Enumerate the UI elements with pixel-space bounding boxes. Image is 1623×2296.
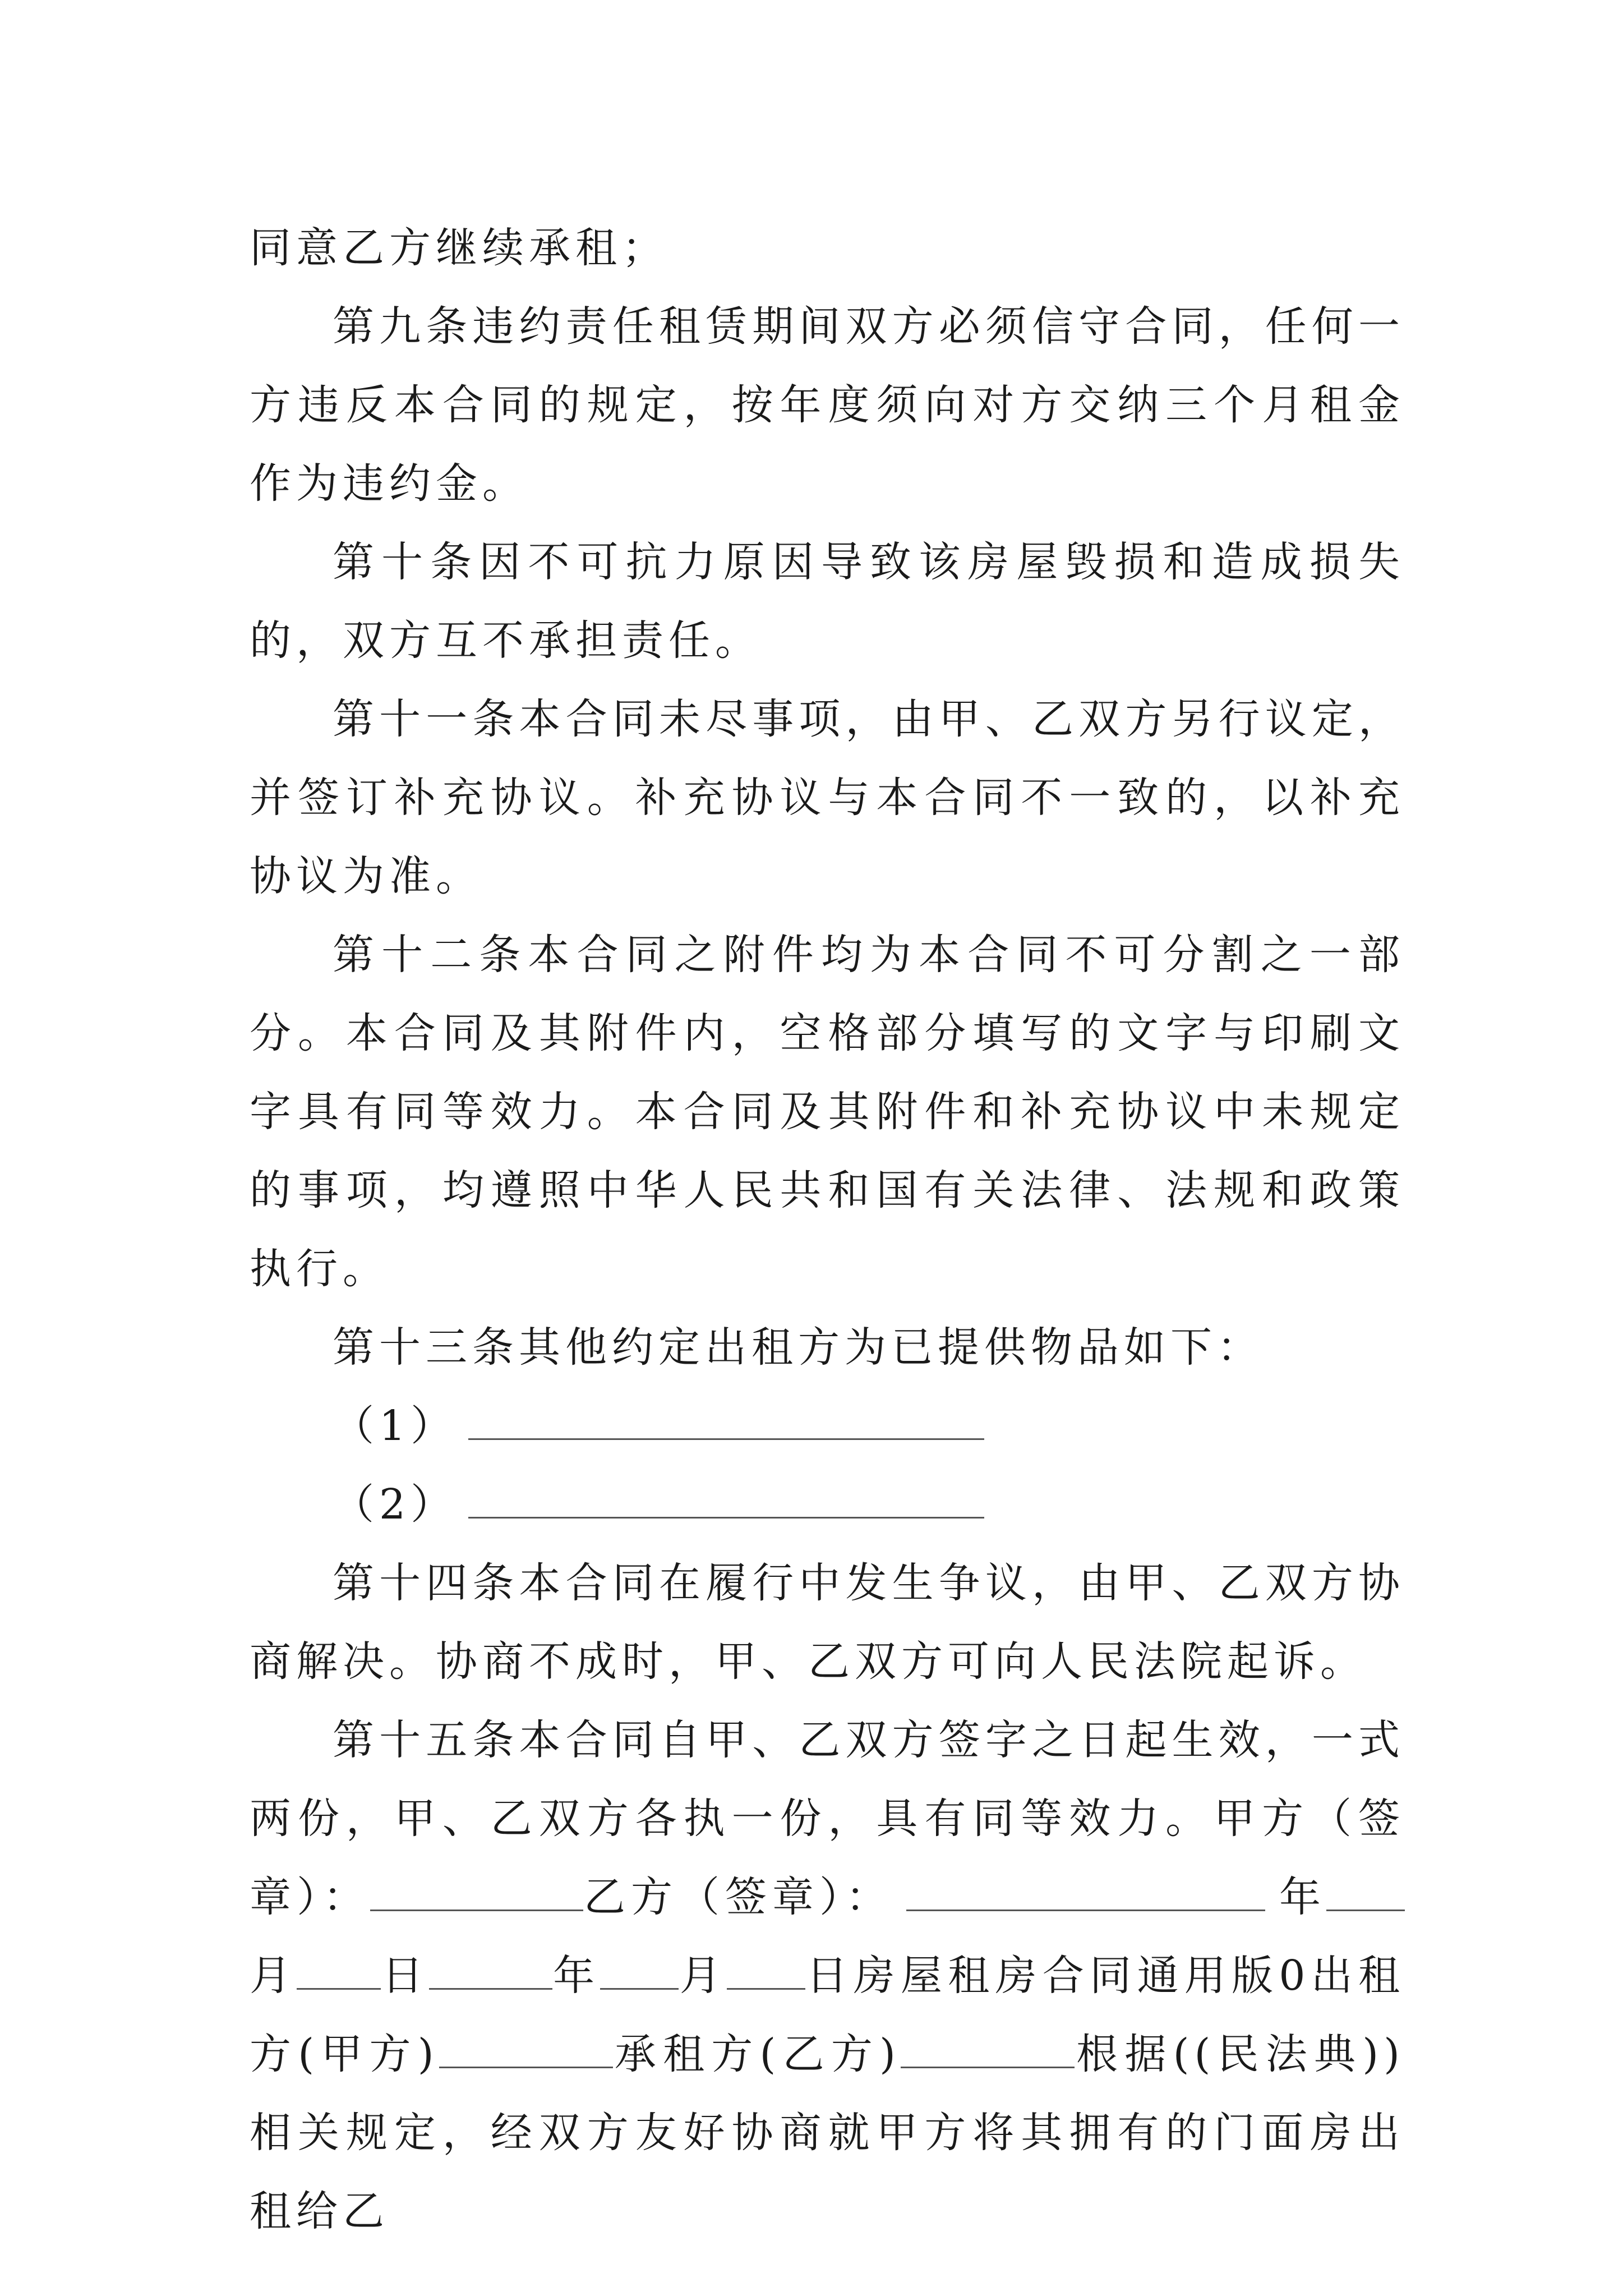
day-blank-2[interactable] <box>727 1951 805 1990</box>
lessor-blank[interactable] <box>439 2030 613 2068</box>
month-blank-1[interactable] <box>1326 1872 1405 1911</box>
day-label-1: 日 <box>381 1952 429 2000</box>
continued-line: 同意乙方继续承租； <box>250 224 668 272</box>
article-11: 第十一条本合同未尽事项，由甲、乙双方另行议定，并签订补充协议。补充协议与本合同不一致的，以补充协议为准。 <box>250 695 1405 900</box>
article-12: 第十二条本合同之附件均为本合同不可分割之一部分。本合同及其附件内，空格部分填写的文字与印刷文字具有同等效力。本合同及其附件和补充协议中未规定的事项，均遵照中华人民共和国有关法律、法规和政策执行。 <box>250 931 1405 1293</box>
lessee-label: 承租方(乙方) <box>612 2030 901 2078</box>
item-1-blank[interactable] <box>468 1401 984 1440</box>
article-13: 第十三条其他约定出租方为已提供物品如下： <box>333 1323 1264 1372</box>
year-label-2: 年 <box>552 1952 601 2000</box>
contract-text <box>250 209 1405 2251</box>
article-10: 第十条因不可抗力原因导致该房屋毁损和造成损失的，双方互不承担责任。 <box>250 538 1405 665</box>
year-blank-2[interactable] <box>429 1951 552 1990</box>
month-label-2: 月 <box>679 1952 727 2000</box>
day-blank-1[interactable] <box>297 1951 381 1990</box>
item-1 <box>250 1387 1405 1465</box>
article-15-text: 第十五条本合同自甲、乙双方签字之日起生效，一式两份，甲、乙双方各执一份，具有同等效力。甲方（签章）： <box>250 1716 1405 1921</box>
article-15 <box>250 1701 1405 2251</box>
party-b-signature-blank[interactable] <box>906 1872 1265 1911</box>
preamble-text: 根据((民法典))相关规定，经双方友好协商就甲方将其拥有的门面房出租给乙 <box>250 2030 1405 2235</box>
item-2-label: （2） <box>333 1480 458 1529</box>
year-label-1: 年 <box>1279 1873 1326 1921</box>
article-9: 第九条违约责任租赁期间双方必须信守合同，任何一方违反本合同的规定，按年度须向对方交纳三个月租金作为违约金。 <box>250 302 1405 508</box>
party-b-sign-label: 乙方（签章）： <box>583 1873 893 1921</box>
next-title-prefix: 日房屋租房合同通用版0出租方(甲方) <box>250 1952 1405 2078</box>
lessee-blank[interactable] <box>901 2030 1075 2068</box>
item-2-blank[interactable] <box>468 1480 984 1519</box>
party-a-signature-blank[interactable] <box>370 1872 583 1911</box>
article-14: 第十四条本合同在履行中发生争议，由甲、乙双方协商解决。协商不成时，甲、乙双方可向人民法院起诉。 <box>250 1559 1405 1686</box>
item-1-label: （1） <box>333 1402 458 1450</box>
month-label-1: 月 <box>250 1952 297 2000</box>
item-2 <box>250 1465 1405 1544</box>
month-blank-2[interactable] <box>600 1951 679 1990</box>
